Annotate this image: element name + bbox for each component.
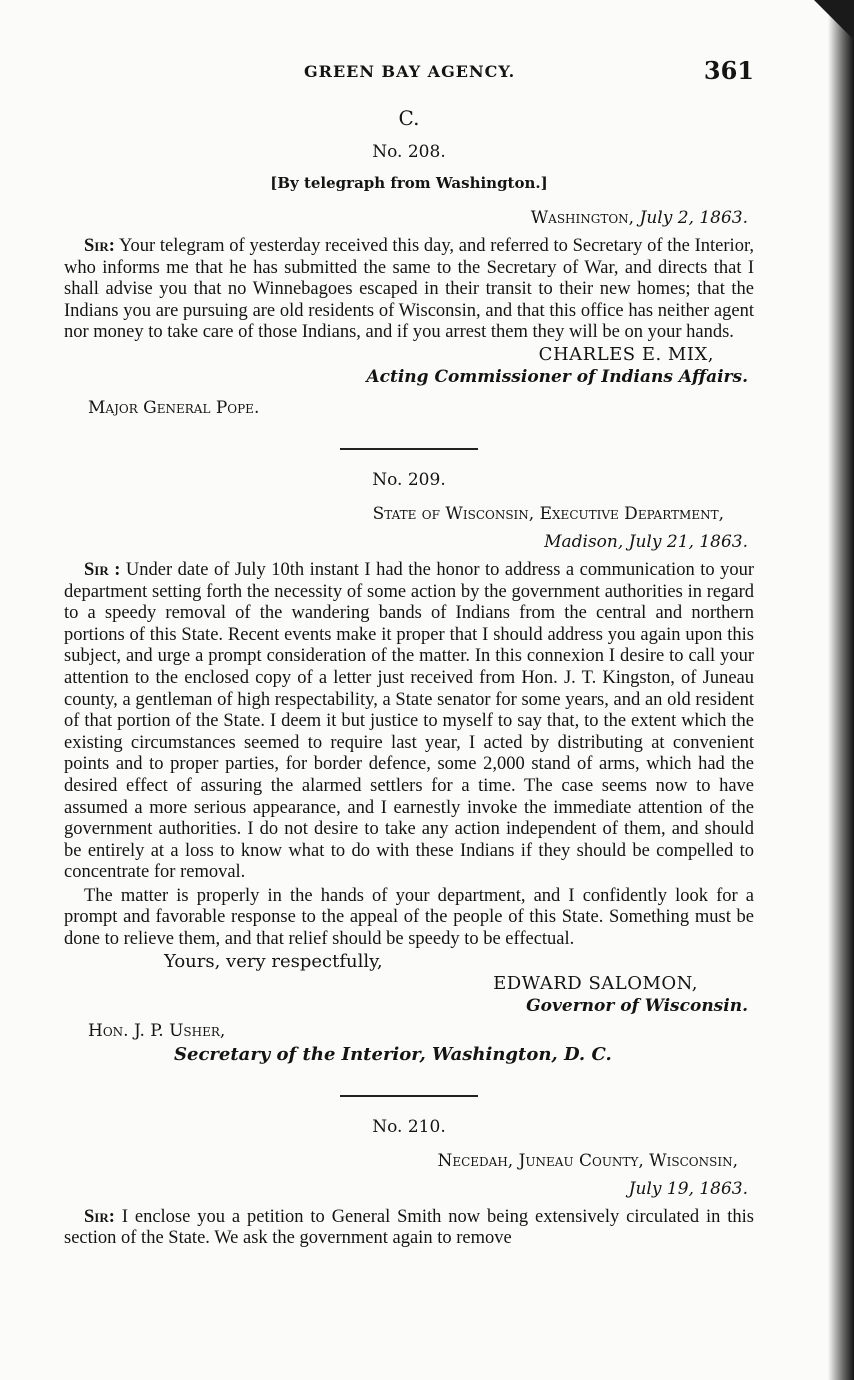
doc-209-date: Madison, July 21, 1863. — [544, 531, 748, 552]
doc-208-note: [By telegraph from Washington.] — [270, 174, 548, 192]
doc-209-closing: Yours, very respectfully, — [164, 950, 383, 972]
page-header — [64, 52, 754, 92]
page-edge-shadow — [828, 0, 854, 1380]
section-divider-2 — [340, 1095, 478, 1097]
running-head: GREEN BAY AGENCY. — [304, 62, 516, 81]
scan-corner — [814, 0, 854, 40]
section-divider — [340, 448, 478, 450]
doc-209-number: No. 209. — [372, 469, 446, 490]
doc-210-place — [64, 1149, 738, 1173]
doc-209-place-text: State of Wisconsin, Executive Department, — [372, 503, 724, 524]
doc-208-body — [64, 236, 754, 344]
doc-208-number: No. 208. — [372, 142, 446, 162]
doc-210-text: I enclose you a petition to General Smith now being extensively circulated in this section of the State. We ask the government again to remove — [64, 1206, 754, 1249]
document-page — [64, 52, 754, 1250]
page-number: 361 — [703, 56, 754, 85]
doc-210-date: July 19, 1863. — [628, 1178, 748, 1199]
section-letter: C. — [398, 106, 420, 130]
doc-210-number: No. 210. — [372, 1116, 446, 1137]
doc-208-signer-title: Acting Commissioner of Indians Affairs. — [366, 366, 748, 387]
doc-208-addressee: Major General Pope. — [88, 397, 260, 418]
doc-209-addressee-2: Secretary of the Interior, Washington, D. C. — [174, 1043, 612, 1065]
doc-208-text: Your telegram of yesterday received this day, and referred to Secretary of the Interior, who informs me that he has submitted the same to the Secretary of War, and directs that I shall advise you that no Winnebagoes escaped in their transit to their new homes; that the Indians you are pursuing are old residents of Wisconsin, and that this office has neither agent nor money to take care of those Indians, and if you arrest them they will be on your hands. — [64, 236, 754, 343]
doc-208-date: July 2, 1863. — [639, 208, 748, 228]
doc-210-place-text: Necedah, Juneau County, Wisconsin, — [437, 1150, 738, 1171]
doc-210-body — [64, 1207, 754, 1250]
doc-209-addressee-1: Hon. J. P. Usher, — [88, 1020, 226, 1041]
doc-208-salutation: Sir: — [84, 236, 115, 256]
doc-209-paragraph-2: The matter is properly in the hands of your department, and I confidently look for a prompt and favorable response to the appeal of the people of this State. Something must be done to relieve them, and that relief should be speedy to be effectual. — [64, 885, 754, 950]
doc-209-salutation: Sir : — [84, 559, 121, 580]
doc-210-salutation: Sir: — [84, 1206, 115, 1227]
doc-209-place — [64, 502, 724, 526]
doc-209-paragraph-1 — [64, 560, 754, 884]
doc-209-signer-name: EDWARD SALOMON, — [493, 972, 698, 994]
doc-208-signer-name: CHARLES E. MIX, — [538, 343, 714, 365]
doc-208-dateline — [64, 206, 748, 230]
doc-209-signer-title: Governor of Wisconsin. — [526, 995, 748, 1016]
doc-208-place: Washington, — [530, 208, 635, 228]
doc-209-paragraph-1-text: Under date of July 10th instant I had the honor to address a communication to your department setting forth the necessity of some action by the government authorities in regard to a speedy removal of the wandering bands of Indians from the central and northern portions of this State. Recent events make it proper that I should address you again upon this subject, and urge a prompt consideration of the matter. In this connexion I desire to call your attention to the enclosed copy of a letter just received from Hon. J. T. Kingston, of Juneau county, a gentleman of high respectability, a State senator for some years, and an old resident of that portion of the State. I deem it but justice to myself to say that, to the extent which the existing circumstances seemed to require last year, I acted by distributing at convenient points and to proper parties, for border defence, some 2,000 stand of arms, which had the desired effect of assuring the alarmed settlers for a time. The case seems now to have assumed a more serious appearance, and I earnestly invoke the immediate attention of the government authorities. I do not desire to take any action independent of them, and should be entirely at a loss to know what to do with these Indians if they should be compelled to concentrate for removal. — [64, 559, 754, 883]
